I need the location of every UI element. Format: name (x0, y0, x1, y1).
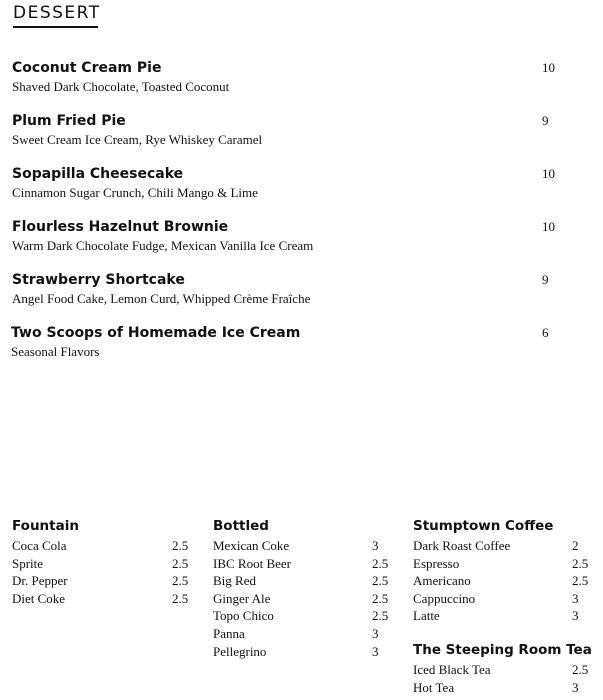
dessert-name: Flourless Hazelnut Brownie (12, 219, 229, 235)
dessert-item (12, 112, 572, 148)
beverage-name: Dr. Pepper (12, 573, 68, 589)
beverage-name: Diet Coke (12, 590, 66, 606)
beverage-price: 2.5 (372, 573, 389, 589)
dessert-item (12, 165, 572, 201)
dessert-item (12, 59, 572, 95)
beverage-price: 3 (372, 625, 379, 641)
dessert-item (11, 324, 571, 360)
bottled-heading: Bottled (213, 518, 269, 534)
beverage-item (213, 555, 393, 573)
beverage-name: Big Red (213, 573, 256, 589)
beverage-price: 2.5 (372, 608, 389, 624)
beverage-item (413, 661, 593, 679)
beverage-name: Ginger Ale (213, 590, 271, 606)
beverage-price: 2.5 (172, 590, 189, 606)
dessert-price: 10 (542, 166, 555, 181)
beverage-price: 2.5 (172, 573, 189, 589)
dessert-description: Seasonal Flavors (11, 344, 100, 359)
beverage-price: 2.5 (572, 662, 589, 677)
dessert-description: Cinnamon Sugar Crunch, Chili Mango & Lime (12, 185, 258, 200)
beverage-price: 2.5 (372, 590, 389, 606)
beverage-name: Dark Roast Coffee (413, 538, 511, 553)
beverage-name: Americano (413, 573, 471, 589)
dessert-description: Warm Dark Chocolate Fudge, Mexican Vanilla Ice Cream (12, 238, 314, 253)
dessert-description: Shaved Dark Chocolate, Toasted Coconut (12, 79, 230, 94)
dessert-name: Strawberry Shortcake (12, 272, 185, 288)
beverage-price: 3 (372, 538, 379, 553)
beverage-price: 2.5 (372, 555, 389, 571)
beverage-price: 3 (572, 608, 579, 624)
beverage-item (413, 555, 593, 573)
tea-heading: The Steeping Room Tea (413, 642, 592, 658)
beverage-name: Sprite (12, 555, 44, 571)
beverage-item (12, 572, 190, 590)
fountain-section (12, 518, 190, 607)
dessert-price: 9 (542, 272, 549, 287)
dessert-description: Sweet Cream Ice Cream, Rye Whiskey Caramel (12, 132, 263, 147)
beverage-price: 3 (572, 679, 579, 695)
dessert-item (12, 218, 572, 254)
dessert-price: 10 (542, 219, 555, 234)
beverage-item (12, 537, 190, 555)
dessert-price: 10 (542, 60, 555, 75)
beverage-price: 2.5 (172, 555, 189, 571)
dessert-price: 6 (542, 325, 549, 340)
beverage-name: Panna (213, 625, 245, 641)
dessert-description: Angel Food Cake, Lemon Curd, Whipped Crème Fraîche (12, 291, 311, 306)
dessert-price: 9 (542, 113, 549, 128)
beverage-item (213, 590, 393, 608)
beverage-price: 3 (372, 643, 379, 659)
beverage-name: Coca Cola (12, 538, 67, 553)
dessert-name: Sopapilla Cheesecake (12, 166, 184, 182)
beverage-item (12, 555, 190, 573)
beverage-item (413, 679, 593, 697)
beverage-name: Topo Chico (213, 608, 274, 624)
beverage-name: Cappuccino (413, 590, 476, 606)
beverage-name: Mexican Coke (213, 538, 290, 553)
beverage-item (413, 572, 593, 590)
coffee-section (413, 518, 593, 625)
beverage-price: 2.5 (572, 573, 589, 589)
beverage-name: IBC Root Beer (213, 555, 291, 571)
beverage-item (213, 607, 393, 625)
coffee-heading: Stumptown Coffee (413, 518, 554, 534)
dessert-name: Coconut Cream Pie (12, 60, 162, 76)
beverage-item (413, 607, 593, 625)
tea-section (413, 642, 593, 696)
dessert-name: Plum Fried Pie (12, 113, 126, 129)
beverage-item (213, 643, 393, 661)
beverage-name: Iced Black Tea (413, 662, 491, 677)
beverage-name: Latte (413, 608, 440, 624)
beverage-item (413, 590, 593, 608)
beverage-price: 2 (572, 538, 579, 553)
beverage-price: 2.5 (572, 555, 589, 571)
beverage-price: 3 (572, 590, 579, 606)
dessert-item (12, 271, 572, 307)
bottled-section (213, 518, 393, 660)
beverage-name: Hot Tea (413, 679, 455, 695)
beverage-price: 2.5 (172, 538, 189, 553)
fountain-heading: Fountain (12, 518, 79, 534)
dessert-name: Two Scoops of Homemade Ice Cream (11, 325, 301, 341)
beverage-item (213, 537, 393, 555)
beverage-name: Espresso (413, 555, 460, 571)
menu-title: DESSERT (13, 3, 98, 28)
beverage-item (413, 537, 593, 555)
beverage-item (12, 590, 190, 608)
beverage-item (213, 625, 393, 643)
beverage-name: Pellegrino (213, 643, 267, 659)
beverage-item (213, 572, 393, 590)
